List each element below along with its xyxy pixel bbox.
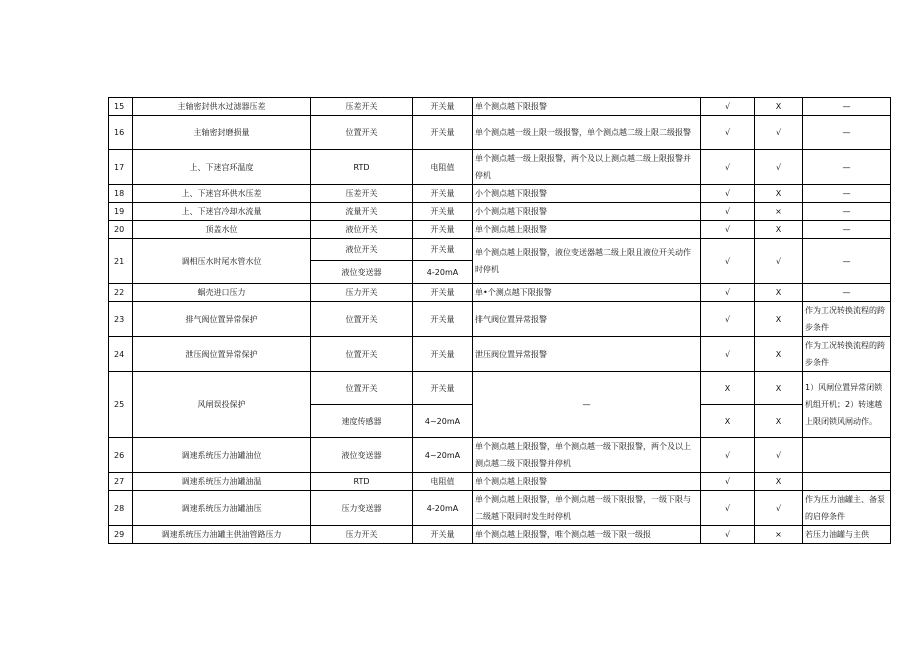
table-row: [109, 302, 891, 337]
sensing-element: 位置开关: [311, 337, 413, 372]
signal-type: 开关量: [413, 372, 473, 405]
alarm-mark: √: [701, 284, 755, 302]
trip-mark: X: [755, 473, 803, 491]
sensing-element: 液位开关: [311, 221, 413, 239]
remark: —: [803, 221, 891, 239]
protection-description: 单个测点越下限报警: [473, 98, 701, 116]
table-row: [109, 116, 891, 150]
trip-mark: ×: [755, 203, 803, 221]
row-number: 29: [109, 526, 133, 544]
remark: 作为工况转换流程的跨步条件: [803, 337, 891, 372]
signal-type: 开关量: [413, 221, 473, 239]
trip-mark: X: [755, 221, 803, 239]
table-row: [109, 337, 891, 372]
signal-type: 4-20mA: [413, 261, 473, 284]
alarm-mark: √: [701, 150, 755, 185]
row-number: 20: [109, 221, 133, 239]
protection-signal-table: [108, 97, 891, 544]
monitor-item: 上、下迷宫环温度: [133, 150, 311, 185]
alarm-mark: √: [701, 116, 755, 150]
monitor-item: 调速系统压力油罐油温: [133, 473, 311, 491]
row-number: 21: [109, 239, 133, 284]
remark: —: [803, 150, 891, 185]
protection-description: 排气阀位置异常报警: [473, 302, 701, 337]
monitor-item: 调速系统压力油罐油位: [133, 438, 311, 473]
monitor-item: 顶盖水位: [133, 221, 311, 239]
monitor-item: 上、下迷宫环供水压差: [133, 185, 311, 203]
signal-type: 开关量: [413, 185, 473, 203]
signal-type: 开关量: [413, 284, 473, 302]
remark: 1）风闸位置异常闭锁机组开机；2）转速越上限闭锁风闸动作。: [803, 372, 891, 438]
table-row: [109, 150, 891, 185]
remark: [803, 438, 891, 473]
remark: —: [803, 203, 891, 221]
trip-mark: X: [755, 284, 803, 302]
monitor-item: 蜗壳进口压力: [133, 284, 311, 302]
sensing-element: 压力开关: [311, 284, 413, 302]
table-row: [109, 221, 891, 239]
protection-description: 单个测点越上限报警: [473, 473, 701, 491]
remark: —: [803, 284, 891, 302]
row-number: 18: [109, 185, 133, 203]
sensing-element: RTD: [311, 473, 413, 491]
remark: [803, 473, 891, 491]
protection-description: 小个测点越下限报警: [473, 203, 701, 221]
alarm-mark: √: [701, 491, 755, 526]
trip-mark: √: [755, 116, 803, 150]
trip-mark: √: [755, 438, 803, 473]
monitor-item: 调速系统压力油罐油压: [133, 491, 311, 526]
sensing-element: 速度传感器: [311, 405, 413, 438]
signal-type: 开关量: [413, 526, 473, 544]
table-row: [109, 98, 891, 116]
trip-mark: √: [755, 491, 803, 526]
monitor-item: 排气阀位置异常保护: [133, 302, 311, 337]
trip-mark: X: [755, 98, 803, 116]
remark: —: [803, 185, 891, 203]
table-row: [109, 239, 891, 261]
sensing-element: 压力开关: [311, 526, 413, 544]
protection-description: —: [473, 372, 701, 438]
sensing-element: 压差开关: [311, 98, 413, 116]
monitor-item: 主轴密封磨损量: [133, 116, 311, 150]
remark: —: [803, 98, 891, 116]
remark: —: [803, 239, 891, 284]
row-number: 16: [109, 116, 133, 150]
monitor-item: 调速系统压力油罐主供油管路压力: [133, 526, 311, 544]
trip-mark: ×: [755, 526, 803, 544]
protection-description: 单个测点越一级上限一级报警，单个测点越二级上限二级报警: [473, 116, 701, 150]
alarm-mark: √: [701, 302, 755, 337]
remark: 若压力油罐与主供: [803, 526, 891, 544]
row-number: 28: [109, 491, 133, 526]
row-number: 22: [109, 284, 133, 302]
alarm-mark: √: [701, 526, 755, 544]
protection-description: 小个测点越下限报警: [473, 185, 701, 203]
signal-type: 开关量: [413, 239, 473, 261]
protection-description: 单•个测点越下限报警: [473, 284, 701, 302]
row-number: 17: [109, 150, 133, 185]
row-number: 27: [109, 473, 133, 491]
table-row: [109, 438, 891, 473]
row-number: 26: [109, 438, 133, 473]
monitor-item: 风闸误投保护: [133, 372, 311, 438]
remark: 作为工况转换流程的跨步条件: [803, 302, 891, 337]
signal-type: 4~20mA: [413, 438, 473, 473]
monitor-item: 调相压水时尾水管水位: [133, 239, 311, 284]
alarm-mark: √: [701, 221, 755, 239]
sensing-element: RTD: [311, 150, 413, 185]
signal-type: 开关量: [413, 203, 473, 221]
sensing-element: 液位开关: [311, 239, 413, 261]
trip-mark: X: [755, 185, 803, 203]
alarm-mark: X: [701, 372, 755, 405]
table-row: [109, 491, 891, 526]
trip-mark: √: [755, 150, 803, 185]
protection-description: 单个测点越一级上限报警，两个及以上测点越二级上限报警并停机: [473, 150, 701, 185]
sensing-element: 液位变送器: [311, 261, 413, 284]
signal-type: 4~20mA: [413, 405, 473, 438]
sensing-element: 位置开关: [311, 116, 413, 150]
signal-type: 电阻值: [413, 473, 473, 491]
trip-mark: X: [755, 405, 803, 438]
monitor-item: 主轴密封供水过滤器压差: [133, 98, 311, 116]
protection-description: 单个测点越上限报警，唯个测点越一级下限一级报: [473, 526, 701, 544]
signal-type: 开关量: [413, 302, 473, 337]
alarm-mark: √: [701, 239, 755, 284]
row-number: 19: [109, 203, 133, 221]
sensing-element: 位置开关: [311, 372, 413, 405]
table-row: [109, 372, 891, 405]
sensing-element: 液位变送器: [311, 438, 413, 473]
sensing-element: 压力变送器: [311, 491, 413, 526]
monitor-item: 泄压阀位置异常保护: [133, 337, 311, 372]
table-row: [109, 185, 891, 203]
row-number: 23: [109, 302, 133, 337]
alarm-mark: √: [701, 473, 755, 491]
protection-description: 单个测点越上限报警，单个测点越一级下限报警，一级下限与二级越下限同时发生时停机: [473, 491, 701, 526]
sensing-element: 压差开关: [311, 185, 413, 203]
protection-description: 泄压阀位置异常报警: [473, 337, 701, 372]
remark: 作为压力油罐主、备泵的启停条件: [803, 491, 891, 526]
protection-description: 单个测点越上限报警，液位变送器越二级上限且液位开关动作时停机: [473, 239, 701, 284]
signal-type: 开关量: [413, 337, 473, 372]
protection-description: 单个测点越上限报警，单个测点越一级下限报警，两个及以上测点越二级下限报警并停机: [473, 438, 701, 473]
alarm-mark: X: [701, 405, 755, 438]
alarm-mark: √: [701, 337, 755, 372]
alarm-mark: √: [701, 98, 755, 116]
alarm-mark: √: [701, 203, 755, 221]
trip-mark: √: [755, 239, 803, 284]
row-number: 24: [109, 337, 133, 372]
monitor-item: 上、下迷宫冷却水流量: [133, 203, 311, 221]
signal-type: 开关量: [413, 98, 473, 116]
sensing-element: 流量开关: [311, 203, 413, 221]
row-number: 25: [109, 372, 133, 438]
signal-type: 开关量: [413, 116, 473, 150]
sensing-element: 位置开关: [311, 302, 413, 337]
table-row: [109, 526, 891, 544]
table-row: [109, 203, 891, 221]
trip-mark: X: [755, 302, 803, 337]
trip-mark: X: [755, 372, 803, 405]
signal-type: 电阻值: [413, 150, 473, 185]
alarm-mark: √: [701, 185, 755, 203]
protection-description: 单个测点越上限报警: [473, 221, 701, 239]
table-row: [109, 473, 891, 491]
trip-mark: X: [755, 337, 803, 372]
table-row: [109, 284, 891, 302]
row-number: 15: [109, 98, 133, 116]
remark: —: [803, 116, 891, 150]
alarm-mark: √: [701, 438, 755, 473]
signal-type: 4-20mA: [413, 491, 473, 526]
